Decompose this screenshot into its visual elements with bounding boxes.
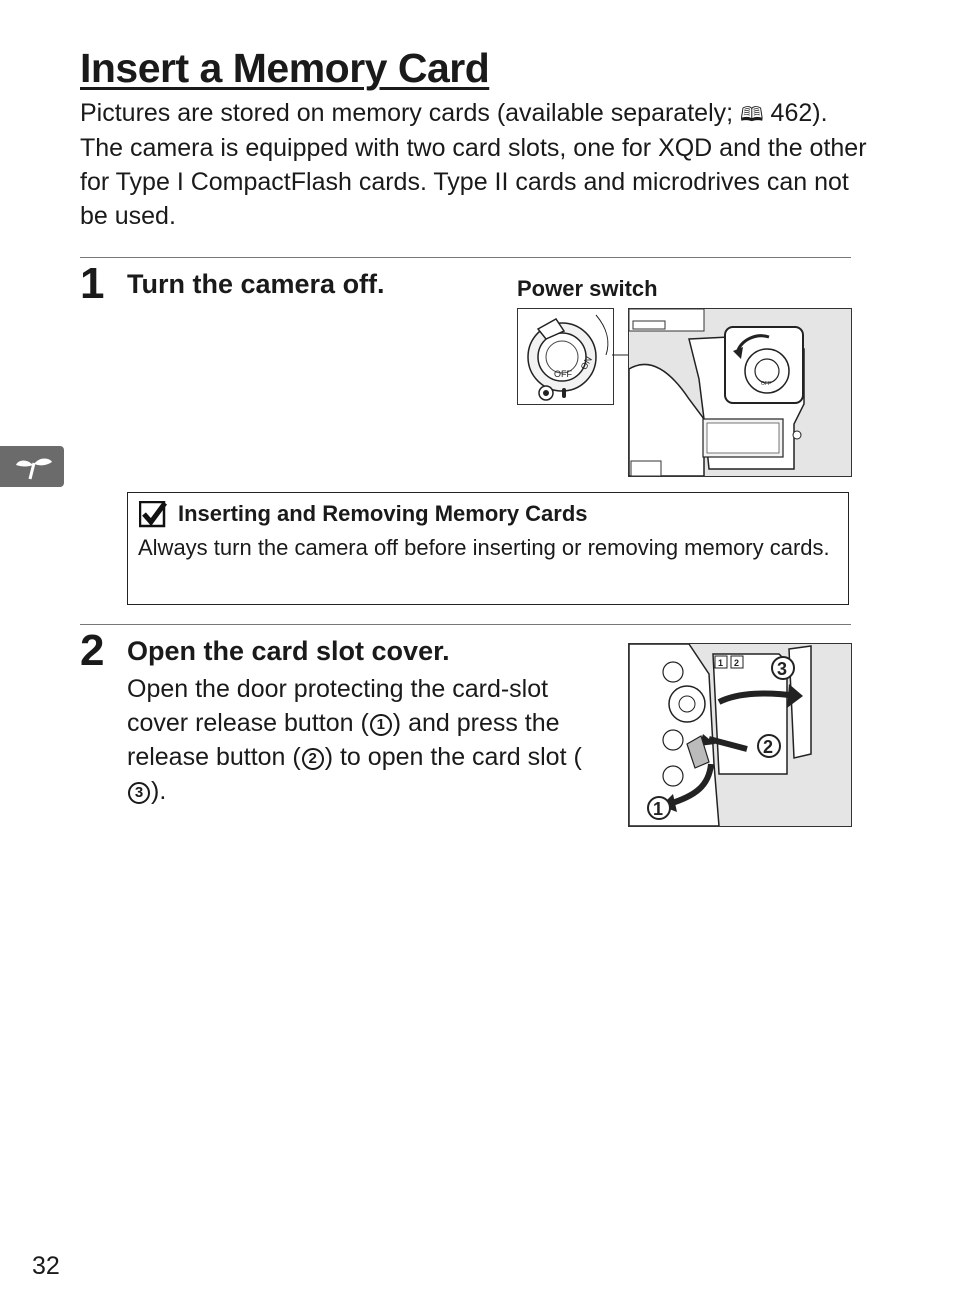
diagram-marker-3: 3 xyxy=(777,659,788,679)
chapter-tab xyxy=(0,446,64,487)
card-slot-illustration xyxy=(628,643,852,827)
svg-text:OFF: OFF xyxy=(761,381,771,387)
step-body-text: ). xyxy=(151,777,167,805)
step-number: 1 xyxy=(80,259,105,308)
sprout-icon xyxy=(0,446,64,487)
diagram-marker-1: 1 xyxy=(653,799,664,819)
check-icon xyxy=(139,501,167,529)
divider xyxy=(80,624,851,625)
marker-2: 2 xyxy=(302,748,324,770)
intro-text-continued: The camera is equipped with two card slots, one for XQD and the other for Type I CompactFlash cards. Type II cards and microdrives can not be used. xyxy=(80,134,867,230)
step-body-text: ) to open the card slot ( xyxy=(324,743,582,771)
camera-top-illustration xyxy=(628,308,852,477)
step-title: Open the card slot cover. xyxy=(127,636,450,666)
step-body xyxy=(127,672,602,808)
marker-1: 1 xyxy=(370,714,392,736)
intro-text: Pictures are stored on memory cards (available separately; xyxy=(80,99,741,127)
step-body-text: ) and press the release button ( xyxy=(127,709,560,771)
page-number: 32 xyxy=(32,1252,60,1280)
intro-ref-page: 462). xyxy=(763,99,828,127)
marker-3: 3 xyxy=(128,782,150,804)
note-box xyxy=(127,492,849,605)
slot-label-1: 1 xyxy=(718,658,724,668)
note-text: Always turn the camera off before inserting or removing memory cards. xyxy=(138,535,830,560)
divider xyxy=(80,257,851,258)
on-label: ON xyxy=(578,354,594,372)
off-label: OFF xyxy=(554,369,572,379)
step-title: Turn the camera off. xyxy=(127,269,385,299)
power-switch-closeup xyxy=(517,308,614,405)
diagram-marker-2: 2 xyxy=(763,737,774,757)
slot-label-2: 2 xyxy=(734,658,740,668)
step-body-text: Open the door protecting the card-slot cover release button ( xyxy=(127,675,549,737)
note-title: Inserting and Removing Memory Cards xyxy=(178,501,588,526)
page-title: Insert a Memory Card xyxy=(80,45,490,91)
power-switch-label: Power switch xyxy=(517,276,658,301)
step-number: 2 xyxy=(80,626,105,675)
intro-paragraph xyxy=(80,96,870,233)
book-reference-icon: 🕮 xyxy=(740,102,764,126)
